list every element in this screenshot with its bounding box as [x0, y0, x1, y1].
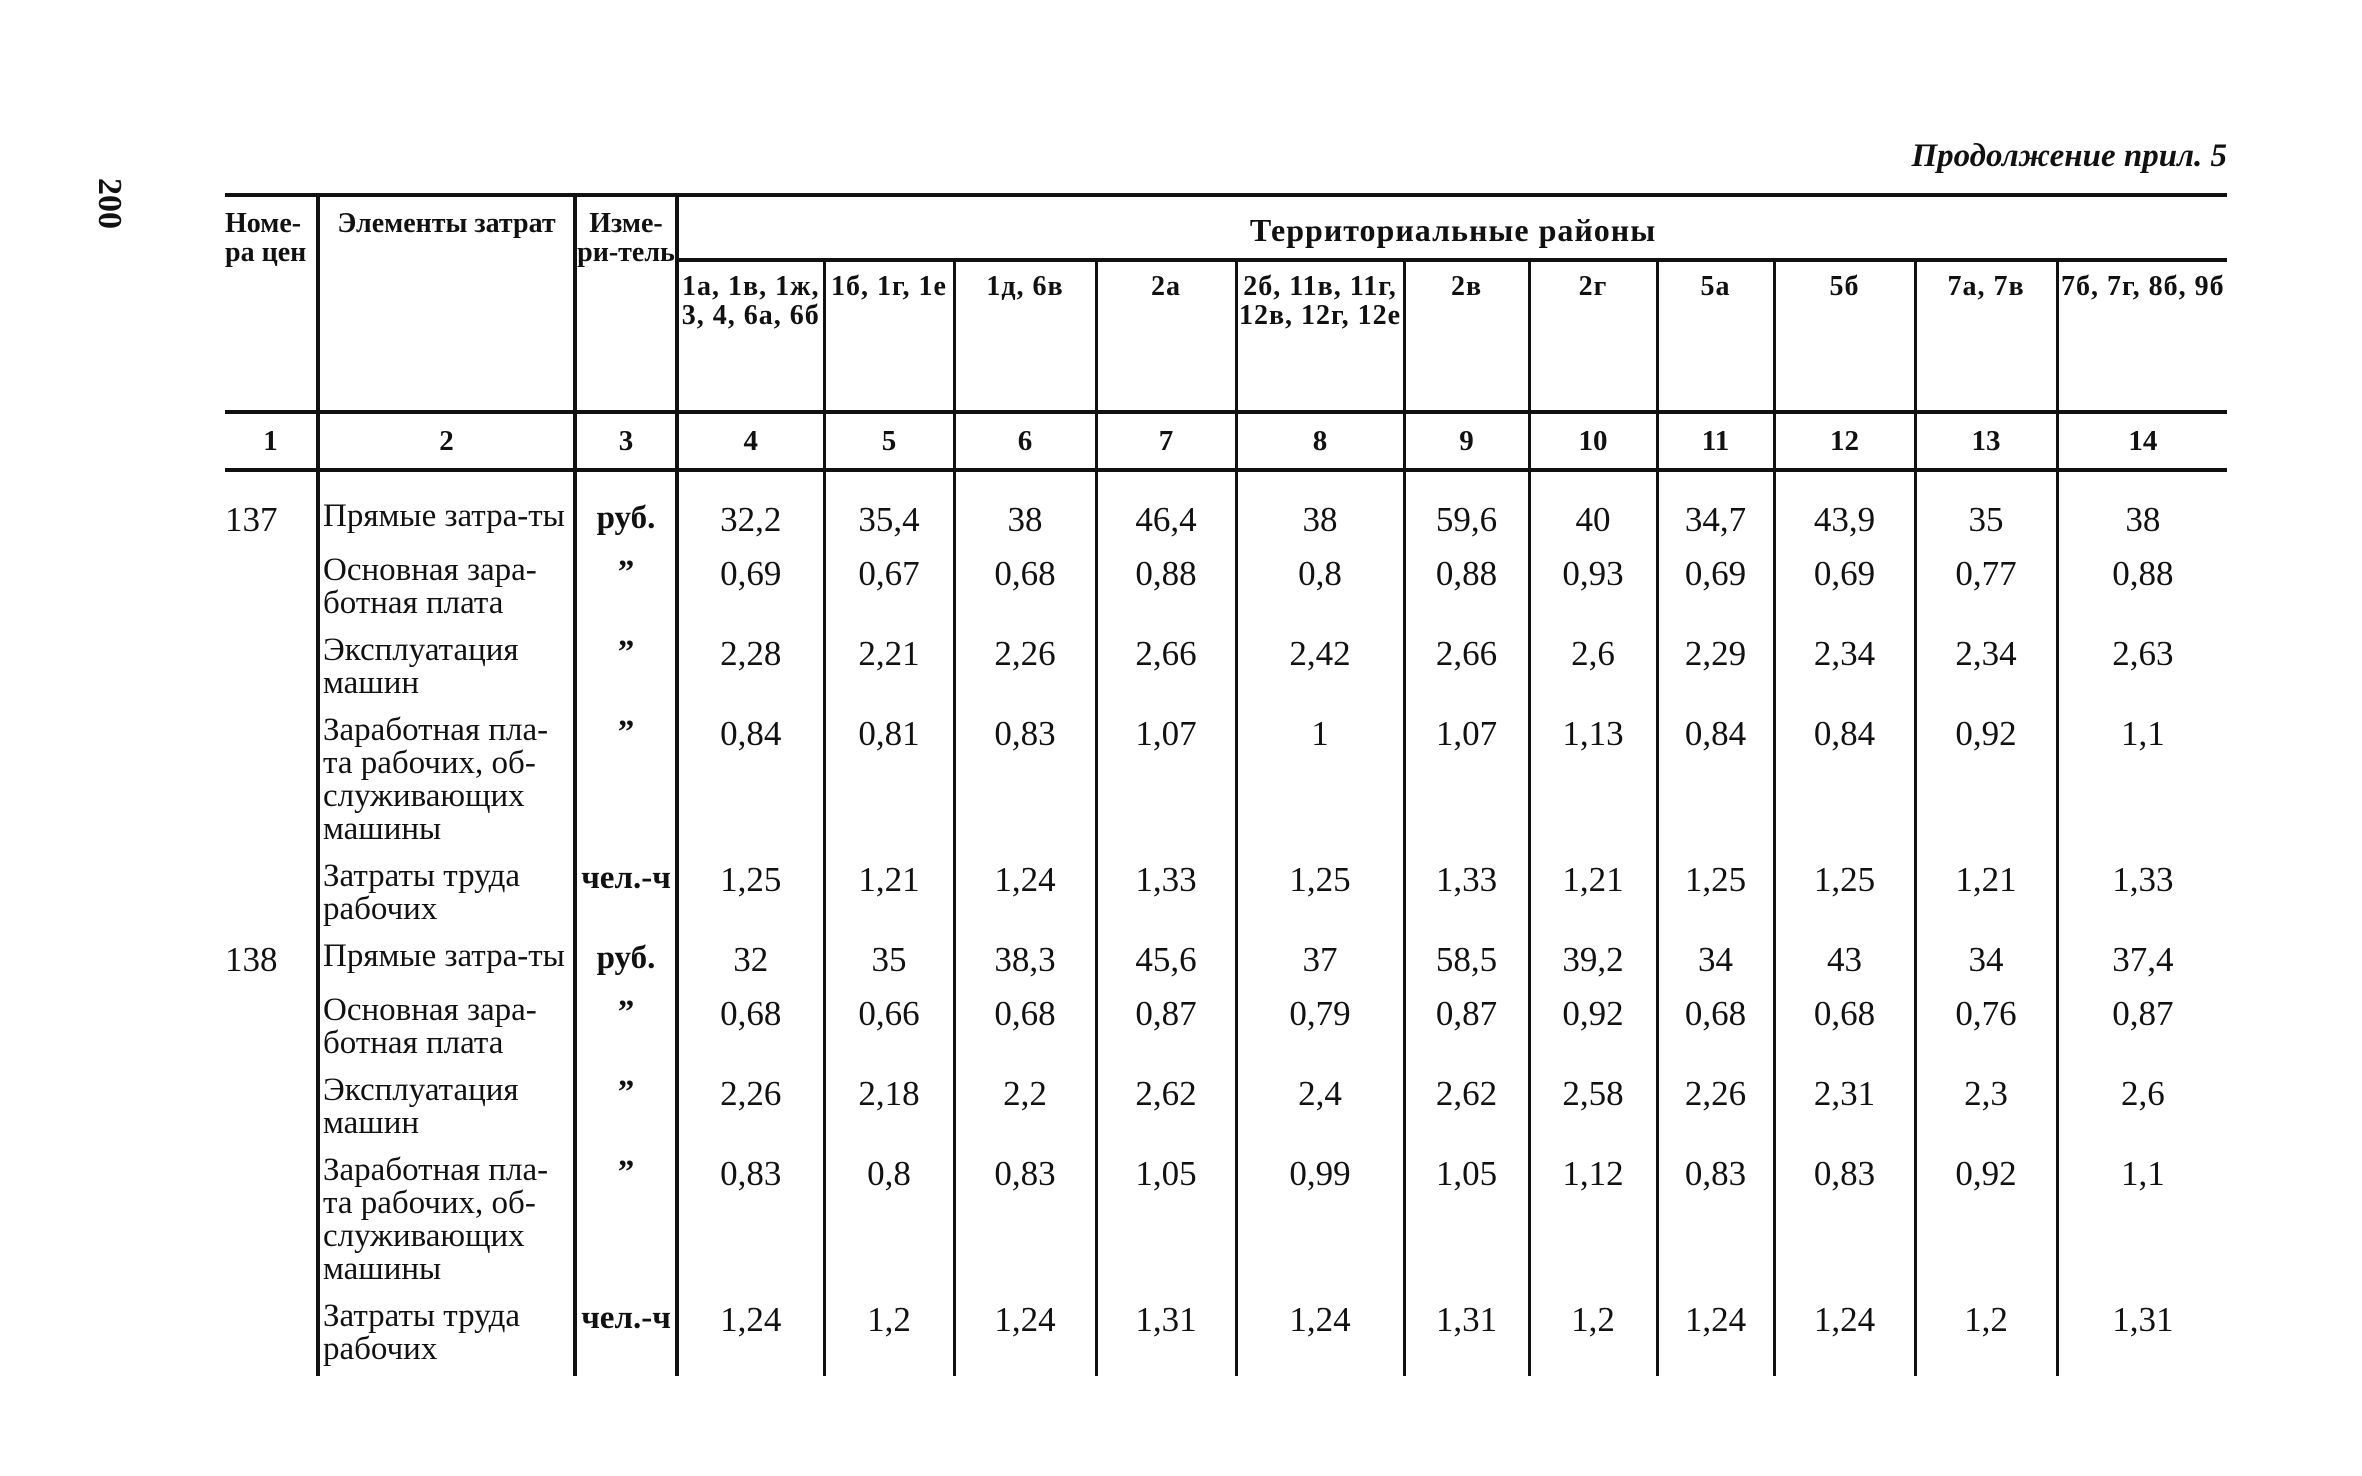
value-cell: 37	[1236, 926, 1404, 980]
value-cell: 0,81	[824, 700, 954, 846]
cost-element: Основная зара-ботная плата	[318, 540, 575, 620]
value-cell: 0,76	[1915, 980, 2057, 1060]
value-cell: 32,2	[677, 486, 824, 540]
table-row	[225, 1286, 2227, 1366]
value-cell: 46,4	[1096, 486, 1236, 540]
value-cell: 2,31	[1774, 1060, 1915, 1140]
value-cell: 1,07	[1096, 700, 1236, 846]
column-number: 9	[1404, 412, 1529, 470]
value-cell: 1,33	[1404, 846, 1529, 926]
value-cell: 1,31	[1096, 1286, 1236, 1366]
table-row	[225, 980, 2227, 1060]
value-cell: 43	[1774, 926, 1915, 980]
value-cell: 0,68	[954, 540, 1096, 620]
value-cell: 0,8	[1236, 540, 1404, 620]
unit-cell: ”	[575, 980, 677, 1060]
value-cell: 2,63	[2057, 620, 2227, 700]
continuation-caption: Продолжение прил. 5	[1911, 138, 2227, 174]
unit-cell: руб.	[575, 926, 677, 980]
value-cell: 0,92	[1915, 700, 2057, 846]
unit-cell: руб.	[575, 486, 677, 540]
header-region: 1а, 1в, 1ж, 3, 4, 6а, 6б	[677, 260, 824, 412]
value-cell: 1,2	[824, 1286, 954, 1366]
value-cell: 38	[954, 486, 1096, 540]
table-row	[225, 486, 2227, 540]
value-cell: 35	[1915, 486, 2057, 540]
value-cell: 1,33	[1096, 846, 1236, 926]
value-cell: 0,84	[677, 700, 824, 846]
table-row	[225, 540, 2227, 620]
column-number: 5	[824, 412, 954, 470]
unit-cell: ”	[575, 700, 677, 846]
table-row	[225, 700, 2227, 846]
header-code: Номе-ра цен	[225, 195, 318, 412]
price-code	[225, 700, 318, 846]
value-cell: 1,24	[677, 1286, 824, 1366]
column-number: 3	[575, 412, 677, 470]
header-region: 1б, 1г, 1е	[824, 260, 954, 412]
header-group: Территориальные районы	[677, 195, 2227, 260]
unit-cell: чел.-ч	[575, 1286, 677, 1366]
column-number: 12	[1774, 412, 1915, 470]
cost-table	[225, 193, 2227, 1376]
value-cell: 1,21	[824, 846, 954, 926]
value-cell: 2,34	[1774, 620, 1915, 700]
cost-element: Эксплуатация машин	[318, 1060, 575, 1140]
value-cell: 2,66	[1404, 620, 1529, 700]
value-cell: 0,92	[1529, 980, 1657, 1060]
value-cell: 1,21	[1529, 846, 1657, 926]
cost-element: Основная зара-ботная плата	[318, 980, 575, 1060]
value-cell: 0,87	[2057, 980, 2227, 1060]
value-cell: 0,93	[1529, 540, 1657, 620]
header-elements: Элементы затрат	[318, 195, 575, 412]
cost-element: Затраты труда рабочих	[318, 846, 575, 926]
value-cell: 2,29	[1657, 620, 1774, 700]
value-cell: 2,26	[954, 620, 1096, 700]
value-cell: 0,69	[1774, 540, 1915, 620]
value-cell: 0,88	[1404, 540, 1529, 620]
unit-cell: ”	[575, 620, 677, 700]
value-cell: 1,31	[2057, 1286, 2227, 1366]
value-cell: 2,42	[1236, 620, 1404, 700]
value-cell: 1,31	[1404, 1286, 1529, 1366]
value-cell: 0,84	[1774, 700, 1915, 846]
value-cell: 2,58	[1529, 1060, 1657, 1140]
value-cell: 1,25	[1774, 846, 1915, 926]
column-number: 7	[1096, 412, 1236, 470]
page-number: 200	[91, 178, 128, 229]
price-code: 138	[225, 940, 278, 979]
value-cell: 0,77	[1915, 540, 2057, 620]
cost-element: Затраты труда рабочих	[318, 1286, 575, 1366]
column-number: 13	[1915, 412, 2057, 470]
price-code	[225, 1060, 318, 1140]
unit-cell: ”	[575, 540, 677, 620]
header-region: 2в	[1404, 260, 1529, 412]
value-cell: 2,34	[1915, 620, 2057, 700]
value-cell: 45,6	[1096, 926, 1236, 980]
column-number: 4	[677, 412, 824, 470]
header-region: 7а, 7в	[1915, 260, 2057, 412]
value-cell: 0,83	[1774, 1140, 1915, 1286]
value-cell: 0,68	[677, 980, 824, 1060]
value-cell: 0,87	[1096, 980, 1236, 1060]
header-unit: Изме-ри-тель	[575, 195, 677, 412]
value-cell: 0,68	[1657, 980, 1774, 1060]
value-cell: 2,4	[1236, 1060, 1404, 1140]
value-cell: 0,67	[824, 540, 954, 620]
price-code	[225, 1140, 318, 1286]
unit-cell: ”	[575, 1140, 677, 1286]
cost-element: Прямые затра-ты	[318, 486, 575, 540]
table-row	[225, 620, 2227, 700]
value-cell: 2,62	[1096, 1060, 1236, 1140]
bottom-pad-row	[225, 1366, 2227, 1376]
column-number: 11	[1657, 412, 1774, 470]
value-cell: 1,1	[2057, 1140, 2227, 1286]
value-cell: 0,84	[1657, 700, 1774, 846]
value-cell: 0,99	[1236, 1140, 1404, 1286]
value-cell: 0,88	[1096, 540, 1236, 620]
value-cell: 2,26	[677, 1060, 824, 1140]
column-number: 8	[1236, 412, 1404, 470]
value-cell: 2,28	[677, 620, 824, 700]
unit-cell: чел.-ч	[575, 846, 677, 926]
column-number: 14	[2057, 412, 2227, 470]
value-cell: 1,25	[1236, 846, 1404, 926]
value-cell: 1,25	[677, 846, 824, 926]
table-row	[225, 1140, 2227, 1286]
value-cell: 40	[1529, 486, 1657, 540]
value-cell: 1,24	[1657, 1286, 1774, 1366]
spacer-row	[225, 470, 2227, 486]
value-cell: 35	[824, 926, 954, 980]
value-cell: 32	[677, 926, 824, 980]
table-row	[225, 1060, 2227, 1140]
value-cell: 0,83	[1657, 1140, 1774, 1286]
header-region: 5б	[1774, 260, 1915, 412]
cost-element: Заработная пла-та рабочих, об-служивающих машины	[318, 1140, 575, 1286]
cost-element: Эксплуатация машин	[318, 620, 575, 700]
value-cell: 39,2	[1529, 926, 1657, 980]
cost-element: Заработная пла-та рабочих, об-служивающих машины	[318, 700, 575, 846]
value-cell: 1,24	[1236, 1286, 1404, 1366]
value-cell: 2,26	[1657, 1060, 1774, 1140]
value-cell: 2,18	[824, 1060, 954, 1140]
value-cell: 1,33	[2057, 846, 2227, 926]
header-region: 7б, 7г, 8б, 9б	[2057, 260, 2227, 412]
value-cell: 1,2	[1915, 1286, 2057, 1366]
price-code	[225, 980, 318, 1060]
value-cell: 2,3	[1915, 1060, 2057, 1140]
price-code	[225, 620, 318, 700]
header-region: 1д, 6в	[954, 260, 1096, 412]
table-row	[225, 846, 2227, 926]
column-number: 6	[954, 412, 1096, 470]
price-code	[225, 1286, 318, 1366]
value-cell: 2,21	[824, 620, 954, 700]
value-cell: 0,68	[1774, 980, 1915, 1060]
price-code	[225, 540, 318, 620]
value-cell: 0,88	[2057, 540, 2227, 620]
value-cell: 38	[2057, 486, 2227, 540]
value-cell: 1,1	[2057, 700, 2227, 846]
value-cell: 0,8	[824, 1140, 954, 1286]
value-cell: 1,13	[1529, 700, 1657, 846]
value-cell: 1,07	[1404, 700, 1529, 846]
value-cell: 1,24	[954, 846, 1096, 926]
column-numbers-row	[225, 412, 2227, 470]
value-cell: 1,2	[1529, 1286, 1657, 1366]
value-cell: 1,05	[1096, 1140, 1236, 1286]
value-cell: 1,05	[1404, 1140, 1529, 1286]
value-cell: 2,66	[1096, 620, 1236, 700]
value-cell: 34	[1657, 926, 1774, 980]
value-cell: 2,2	[954, 1060, 1096, 1140]
cost-element: Прямые затра-ты	[318, 926, 575, 980]
value-cell: 2,6	[1529, 620, 1657, 700]
value-cell: 38	[1236, 486, 1404, 540]
value-cell: 1	[1236, 700, 1404, 846]
value-cell: 1,25	[1657, 846, 1774, 926]
value-cell: 34,7	[1657, 486, 1774, 540]
value-cell: 37,4	[2057, 926, 2227, 980]
value-cell: 0,69	[677, 540, 824, 620]
value-cell: 0,68	[954, 980, 1096, 1060]
header-region: 2а	[1096, 260, 1236, 412]
value-cell: 0,66	[824, 980, 954, 1060]
value-cell: 34	[1915, 926, 2057, 980]
column-number: 1	[225, 412, 318, 470]
value-cell: 38,3	[954, 926, 1096, 980]
value-cell: 1,24	[954, 1286, 1096, 1366]
price-code: 137	[225, 500, 278, 539]
value-cell: 0,83	[677, 1140, 824, 1286]
unit-cell: ”	[575, 1060, 677, 1140]
value-cell: 0,79	[1236, 980, 1404, 1060]
header-region: 2б, 11в, 11г, 12в, 12г, 12е	[1236, 260, 1404, 412]
value-cell: 35,4	[824, 486, 954, 540]
value-cell: 0,83	[954, 1140, 1096, 1286]
header-row-top	[225, 195, 2227, 260]
value-cell: 1,21	[1915, 846, 2057, 926]
table-row	[225, 926, 2227, 980]
value-cell: 0,87	[1404, 980, 1529, 1060]
price-code	[225, 846, 318, 926]
value-cell: 2,62	[1404, 1060, 1529, 1140]
value-cell: 59,6	[1404, 486, 1529, 540]
value-cell: 2,6	[2057, 1060, 2227, 1140]
value-cell: 43,9	[1774, 486, 1915, 540]
value-cell: 1,12	[1529, 1140, 1657, 1286]
value-cell: 1,24	[1774, 1286, 1915, 1366]
column-number: 2	[318, 412, 575, 470]
value-cell: 0,83	[954, 700, 1096, 846]
value-cell: 58,5	[1404, 926, 1529, 980]
column-number: 10	[1529, 412, 1657, 470]
header-region: 5а	[1657, 260, 1774, 412]
header-region: 2г	[1529, 260, 1657, 412]
value-cell: 0,92	[1915, 1140, 2057, 1286]
value-cell: 0,69	[1657, 540, 1774, 620]
